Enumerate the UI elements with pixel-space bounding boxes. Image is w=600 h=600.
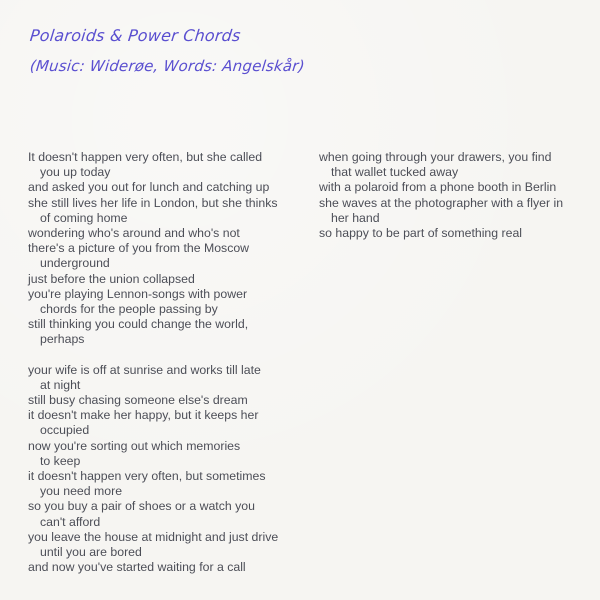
lyric-line: chords for the people passing by bbox=[40, 302, 218, 317]
lyric-line: you leave the house at midnight and just drive bbox=[28, 529, 279, 544]
lyric-line: and now you've started waiting for a call bbox=[28, 560, 246, 575]
lyric-line: perhaps bbox=[40, 332, 85, 347]
lyric-line: until you are bored bbox=[40, 545, 142, 560]
lyric-line: you up today bbox=[40, 165, 111, 180]
stanza-2 bbox=[28, 363, 310, 576]
lyric-line: so happy to be part of something real bbox=[319, 226, 523, 241]
song-title: Polaroids & Power Chords bbox=[29, 26, 242, 45]
lyric-line: now you're sorting out which memories bbox=[28, 438, 241, 453]
lyric-line: occupied bbox=[40, 423, 90, 438]
lyric-line: she waves at the photographer with a flyer in bbox=[319, 195, 564, 210]
lyric-line: of coming home bbox=[40, 210, 128, 225]
lyric-line: your wife is off at sunrise and works till late bbox=[28, 362, 261, 377]
lyric-line: there's a picture of you from the Moscow bbox=[28, 241, 250, 256]
stanza-gap bbox=[28, 348, 310, 363]
lyric-line: just before the union collapsed bbox=[28, 271, 195, 286]
lyric-line: you need more bbox=[40, 484, 123, 499]
lyric-line: with a polaroid from a phone booth in Berlin bbox=[319, 180, 557, 195]
song-credits: (Music: Widerøe, Words: Angelskår) bbox=[29, 57, 306, 75]
lyric-line: she still lives her life in London, but she thinks bbox=[28, 195, 278, 210]
lyric-line: it doesn't make her happy, but it keeps her bbox=[28, 408, 259, 423]
lyric-line: at night bbox=[40, 377, 81, 392]
lyric-line: can't afford bbox=[40, 514, 101, 529]
lyric-line: It doesn't happen very often, but she called bbox=[28, 150, 263, 164]
stanza-3 bbox=[319, 150, 589, 241]
lyrics-left-column bbox=[28, 150, 310, 575]
lyrics-right-column bbox=[319, 150, 589, 241]
lyric-line: when going through your drawers, you find bbox=[319, 150, 552, 164]
lyric-line: wondering who's around and who's not bbox=[28, 226, 240, 241]
lyric-line: that wallet tucked away bbox=[331, 165, 459, 180]
lyric-line: to keep bbox=[40, 453, 81, 468]
stanza-1 bbox=[28, 150, 310, 348]
lyric-line: and asked you out for lunch and catching up bbox=[28, 180, 270, 195]
lyric-line: underground bbox=[40, 256, 110, 271]
lyric-line: her hand bbox=[331, 210, 380, 225]
lyric-line: still busy chasing someone else's dream bbox=[28, 393, 248, 408]
lyric-line: you're playing Lennon-songs with power bbox=[28, 286, 248, 301]
lyric-line: it doesn't happen very often, but sometimes bbox=[28, 469, 266, 484]
lyric-line: so you buy a pair of shoes or a watch you bbox=[28, 499, 255, 514]
lyric-line: still thinking you could change the world, bbox=[28, 317, 249, 332]
